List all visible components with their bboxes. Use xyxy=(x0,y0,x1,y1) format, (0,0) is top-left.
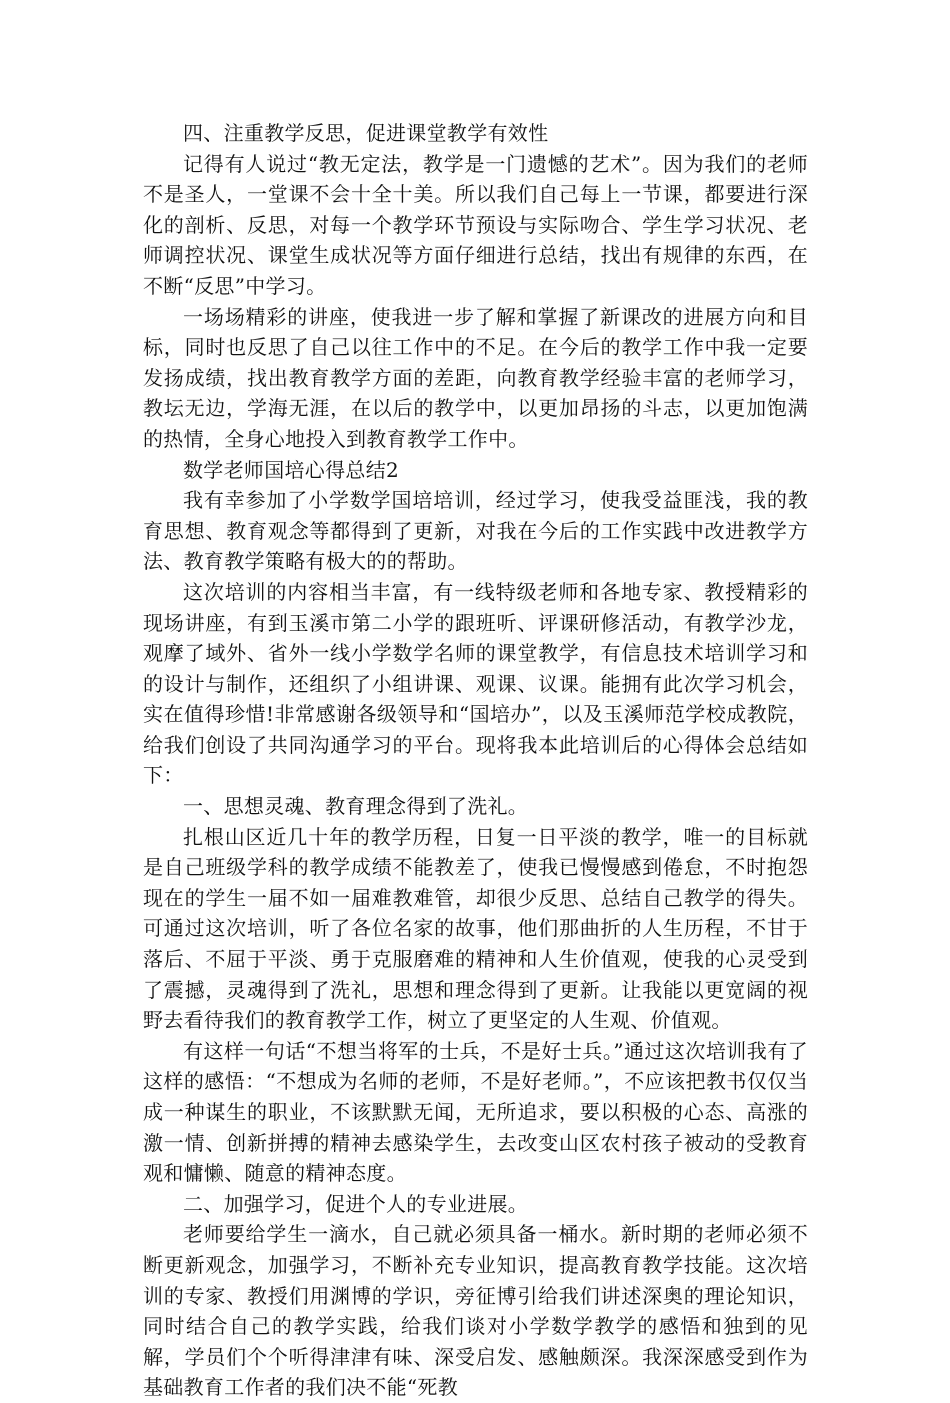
section-heading-reflection: 四、注重教学反思，促进课堂教学有效性 xyxy=(183,121,549,145)
paragraph: 扎根山区近几十年的教学历程，日复一日平淡的教学，唯一的目标就是自己班级学科的教学成绩不能教差了，使我已慢慢感到倦怠，不时抱怨现在的学生一届不如一届难教难管，却很少反思、总结自己教学的得失。可通过这次培训，听了各位名家的故事，他们那曲折的人生历程，不甘于落后、不屈于平淡、勇于克服磨难的精神和人生价值观，使我的心灵受到了震撼，灵魂得到了洗礼，思想和理念得到了更新。让我能以更宽阔的视野去看待我们的教育教学工作，树立了更坚定的人生观、价值观。 xyxy=(143,824,808,1033)
paragraph: 一场场精彩的讲座，使我进一步了解和掌握了新课改的进展方向和目标，同时也反思了自己以往工作中的不足。在今后的教学工作中我一定要发扬成绩，找出教育教学方面的差距，向教育教学经验丰富的老师学习，教坛无边，学海无涯，在以后的教学中，以更加昂扬的斗志，以更加饱满的热情，全身心地投入到教育教学工作中。 xyxy=(143,304,808,451)
paragraph: 老师要给学生一滴水，自己就必须具备一桶水。新时期的老师必须不断更新观念，加强学习，不断补充专业知识，提高教育教学技能。这次培训的专家、教授们用渊博的学识，旁征博引给我们讲述深奥的理论知识，同时结合自己的教学实践，给我们谈对小学数学教学的感悟和独到的见解，学员们个个听得津津有味、深受启发、感触颇深。我深深感受到作为基础教育工作者的我们决不能“死教 xyxy=(143,1222,808,1400)
paragraph: 这次培训的内容相当丰富，有一线特级老师和各地专家、教授精彩的现场讲座，有到玉溪市第二小学的跟班听、评课研修活动，有教学沙龙，观摩了域外、省外一线小学数学名师的课堂教学，有信息技术培训学习和的设计与制作，还组织了小组讲课、观课、议课。能拥有此次学习机会，实在值得珍惜!非常感谢各级领导和“国培办”，以及玉溪师范学校成教院，给我们创设了共同沟通学习的平台。现将我本此培训后的心得体会总结如下： xyxy=(143,579,808,788)
section-heading-study: 二、加强学习，促进个人的专业进展。 xyxy=(183,1191,529,1216)
article-title: 数学老师国培心得总结2 xyxy=(183,457,400,482)
document-body xyxy=(143,118,808,1403)
paragraph: 有这样一句话“不想当将军的士兵，不是好士兵。”通过这次培训我有了这样的感悟：“不想成为名师的老师，不是好老师。”，不应该把教书仅仅当成一种谋生的职业，不该默默无闻，无所追求，要以积极的心态、高涨的激一情、创新拼搏的精神去感染学生，去改变山区农村孩子被动的受教育观和慵懒、随意的精神态度。 xyxy=(143,1038,808,1186)
section-heading-thought: 一、思想灵魂、教育理念得到了洗礼。 xyxy=(183,794,529,819)
paragraph: 记得有人说过“教无定法，教学是一门遗憾的艺术”。因为我们的老师不是圣人，一堂课不会十全十美。所以我们自己每上一节课，都要进行深化的剖析、反思，对每一个教学环节预设与实际吻合、学生学习状况、老师调控状况、课堂生成状况等方面仔细进行总结，找出有规律的东西，在不断“反思”中学习。 xyxy=(143,151,808,298)
paragraph: 我有幸参加了小学数学国培培训，经过学习，使我受益匪浅，我的教育思想、教育观念等都得到了更新，对我在今后的工作实践中改进教学方法、教育教学策略有极大的的帮助。 xyxy=(143,488,808,574)
